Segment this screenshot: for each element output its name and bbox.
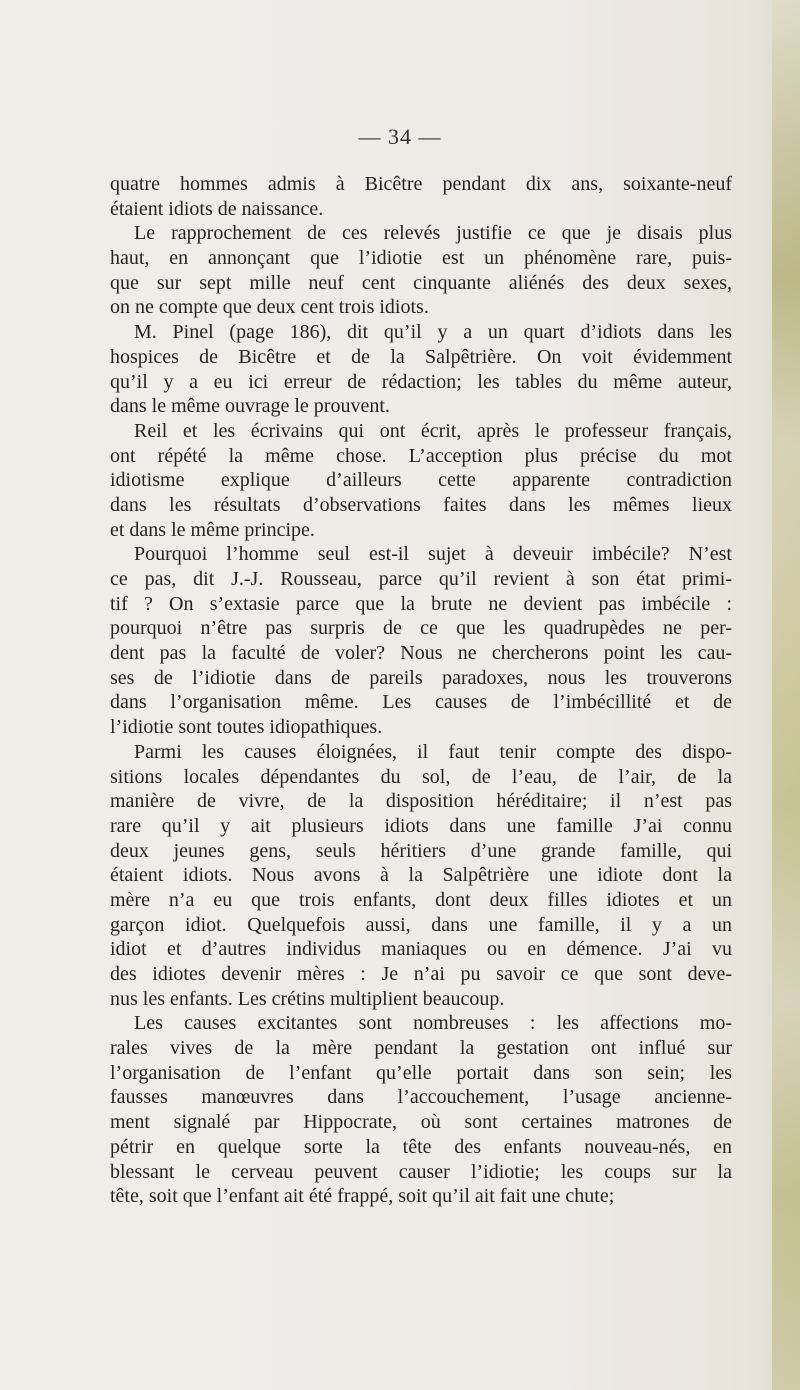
text-line: Reil et les écrivains qui ont écrit, après le professeur français, xyxy=(134,419,732,442)
text-line: Le rapprochement de ces relevés justifie ce que je disais plus xyxy=(134,222,732,245)
text-line: idiotisme explique d’ailleurs cette apparente contradiction xyxy=(110,469,732,492)
text-line: rales vives de la mère pendant la gestation ont influé sur xyxy=(110,1037,732,1060)
paragraph xyxy=(110,172,732,221)
text-line: Parmi les causes éloignées, il faut tenir compte des dispo- xyxy=(134,740,732,763)
text-line: dans l’organisation même. Les causes de l’imbécillité et de xyxy=(110,691,732,714)
text-line: des idiotes devenir mères : Je n’ai pu savoir ce que sont deve- xyxy=(110,963,732,985)
text-line: sitions locales dépendantes du sol, de l’eau, de l’air, de la xyxy=(110,765,732,788)
text-line: Pourquoi l’homme seul est-il sujet à deveuir imbécile? N’est xyxy=(134,543,732,566)
text-line: mère n’a eu que trois enfants, dont deux filles idiotes et un xyxy=(110,888,732,911)
text-line: quatre hommes admis à Bicêtre pendant dix ans, soixante-neuf xyxy=(110,173,732,195)
text-line: haut, en annonçant que l’idiotie est un phénomène rare, puis- xyxy=(110,247,732,270)
text-line: deux jeunes gens, seuls héritiers d’une grande famille, qui xyxy=(110,839,732,862)
text-line: l’organisation de l’enfant qu’elle portait dans son sein; les xyxy=(110,1061,732,1084)
text-line: ont répété la même chose. L’acception plus précise du mot xyxy=(110,444,732,467)
paragraph xyxy=(110,419,732,542)
paragraph xyxy=(110,542,732,740)
text-line: fausses manœuvres dans l’accouchement, l’usage ancienne- xyxy=(110,1086,732,1109)
text-line: tif ? On s’extasie parce que la brute ne devient pas imbécile : xyxy=(110,592,732,615)
text-line: étaient idiots. Nous avons à la Salpêtrière une idiote dont la xyxy=(110,864,732,887)
page-number: — 34 — xyxy=(358,124,442,149)
text-line: manière de vivre, de la disposition héréditaire; il n’est pas xyxy=(110,790,732,813)
text-line: dans le même ouvrage le prouvent. xyxy=(110,395,390,418)
text-line: rare qu’il y ait plusieurs idiots dans une famille J’ai connu xyxy=(110,814,732,837)
text-line: ment signalé par Hippocrate, où sont certaines matrones de xyxy=(110,1111,732,1134)
paragraph xyxy=(110,221,732,320)
text-line: dent pas la faculté de voler? Nous ne chercherons point les cau- xyxy=(110,642,732,665)
text-line: pétrir en quelque sorte la tête des enfants nouveau-nés, en xyxy=(110,1135,732,1158)
paragraph xyxy=(110,740,732,1012)
text-line: que sur sept mille neuf cent cinquante aliénés des deux sexes, xyxy=(110,271,732,294)
text-line: ses de l’idiotie dans de pareils paradoxes, nous les trouverons xyxy=(110,666,732,689)
text-line: garçon idiot. Quelquefois aussi, dans une famille, il y a un xyxy=(110,913,732,936)
text-line: ce pas, dit J.-J. Rousseau, parce qu’il revient à son état primi- xyxy=(110,568,732,590)
page-edge-stain xyxy=(772,0,800,1390)
text-line: blessant le cerveau peuvent causer l’idiotie; les coups sur la xyxy=(110,1160,732,1183)
text-line: M. Pinel (page 186), dit qu’il y a un quart d’idiots dans les xyxy=(134,321,732,344)
text-line: qu’il y a eu ici erreur de rédaction; les tables du même auteur, xyxy=(110,370,732,393)
text-line: étaient idiots de naissance. xyxy=(110,197,324,220)
text-line: et dans le même principe. xyxy=(110,518,315,541)
text-line: l’idiotie sont toutes idiopathiques. xyxy=(110,716,383,739)
text-line: dans les résultats d’observations faites dans les mêmes lieux xyxy=(110,493,732,516)
text-line: tête, soit que l’enfant ait été frappé, soit qu’il ait fait une chute; xyxy=(110,1185,615,1208)
text-line: Les causes excitantes sont nombreuses : les affections mo- xyxy=(134,1012,732,1035)
text-line: pourquoi n’être pas surpris de ce que les quadrupèdes ne per- xyxy=(110,617,732,640)
paragraph xyxy=(110,1011,732,1209)
text-line: hospices de Bicêtre et de la Salpêtrière. On voit évidemment xyxy=(110,345,732,368)
text-line: on ne compte que deux cent trois idiots. xyxy=(110,296,429,319)
paragraph xyxy=(110,320,732,419)
body-text xyxy=(110,172,732,1209)
text-line: nus les enfants. Les crétins multiplient beaucoup. xyxy=(110,987,505,1010)
text-line: idiot et d’autres individus maniaques ou en démence. J’ai vu xyxy=(110,938,732,961)
